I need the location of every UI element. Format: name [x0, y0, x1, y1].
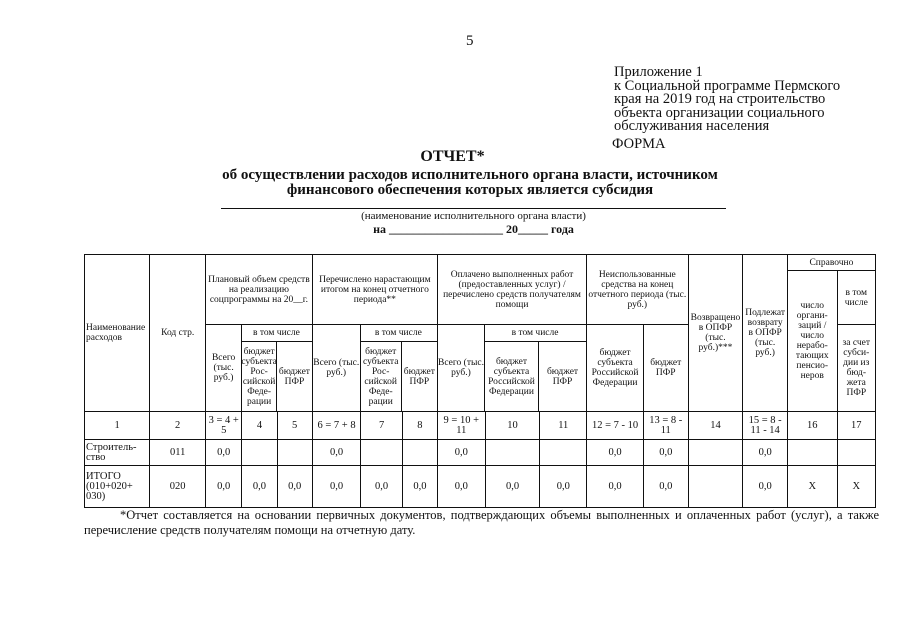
paid-including: в том числе — [484, 325, 586, 342]
header-pensioners-count: число органи- заций / число нерабо- тающих пенсио- неров — [787, 271, 837, 412]
planned-pfr: бюджет ПФР — [278, 366, 310, 387]
cell: 0,0 — [485, 466, 540, 508]
cell: 0,0 — [743, 466, 788, 508]
cell: 0,0 — [644, 466, 689, 508]
cell: 0,0 — [437, 440, 485, 466]
paid-total: Всего (тыс. руб.) — [438, 325, 485, 411]
header-name: Наименование расходов — [85, 255, 150, 412]
col-number: 8 — [402, 412, 437, 440]
header-code: Код стр. — [150, 255, 206, 412]
col-number: 7 — [361, 412, 402, 440]
col-number: 12 = 7 - 10 — [587, 412, 644, 440]
header-planned: Плановый объем средств на реализацию соцпрограммы на 20__г. — [206, 255, 313, 325]
report-date-line: на ___________________ 20_____ года — [373, 222, 574, 236]
col-number: 15 = 8 - 11 - 14 — [743, 412, 788, 440]
col-number: 3 = 4 + 5 — [206, 412, 242, 440]
report-title: ОТЧЕТ* — [420, 148, 485, 165]
appendix-line: Приложение 1 — [614, 64, 703, 80]
footnote: *Отчет составляется на основании первичных документов, подтверждающих объемы выполненных и оплаченных работ (услуг), а также перечисление средств получателям помощи на отчетную дату. — [84, 508, 879, 537]
cell — [837, 440, 875, 466]
col-number: 6 = 7 + 8 — [312, 412, 361, 440]
table-row — [85, 440, 876, 466]
appendix-block — [614, 66, 894, 134]
col-number: 14 — [688, 412, 743, 440]
col-number: 1 — [85, 412, 150, 440]
cell — [485, 440, 540, 466]
col-number: 4 — [242, 412, 277, 440]
appendix-line: к Социальной программе Пермского — [614, 77, 841, 94]
cell: 0,0 — [644, 440, 689, 466]
row-code: 011 — [150, 440, 206, 466]
row-code: 020 — [150, 466, 206, 508]
transferred-subheader — [312, 325, 437, 412]
cell: 0,0 — [312, 466, 361, 508]
transferred-including: в том числе — [360, 325, 437, 342]
appendix-line: края на 2019 год на строительство — [614, 91, 826, 107]
unused-pfr: бюджет ПФР — [644, 325, 689, 412]
header-transferred: Перечислено нарастающим итогом на конец отчетного периода** — [312, 255, 437, 325]
column-numbers-row — [85, 412, 876, 440]
row-name: Строитель- ство — [85, 440, 150, 466]
transferred-total: Всего (тыс. руб.) — [313, 325, 361, 411]
cell — [242, 440, 277, 466]
col-number: 11 — [540, 412, 587, 440]
cell: 0,0 — [206, 466, 242, 508]
col-number: 10 — [485, 412, 540, 440]
header-unused: Неиспользованные средства на конец отчетного периода (тыс. руб.) — [587, 255, 688, 325]
col-number: 17 — [837, 412, 875, 440]
header-reference: Справочно — [787, 255, 875, 271]
planned-total: Всего (тыс. руб.) — [206, 325, 242, 411]
cell: 0,0 — [540, 466, 587, 508]
col-number: 16 — [787, 412, 837, 440]
cell — [540, 440, 587, 466]
transferred-regional: бюджет субъекта Рос- сийской Феде- рации — [361, 342, 402, 411]
appendix-line: обслуживания населения — [614, 118, 770, 134]
paid-subheader — [437, 325, 586, 412]
appendix-line: объекта организации социального — [614, 104, 825, 121]
header-ref-including: в том числе — [837, 271, 875, 325]
header-pfr-subsidy: за счет субси- дии из бюд- жета ПФР — [837, 325, 875, 412]
planned-including: в том числе — [241, 325, 312, 342]
table-row — [85, 466, 876, 508]
cell: 0,0 — [277, 466, 312, 508]
report-subtitle — [200, 168, 740, 198]
org-name-line — [221, 208, 726, 209]
cell — [361, 440, 402, 466]
report-table — [84, 254, 876, 508]
cell: 0,0 — [312, 440, 361, 466]
cell — [402, 440, 437, 466]
cell — [688, 440, 743, 466]
cell: 0,0 — [206, 440, 242, 466]
cell: 0,0 — [361, 466, 402, 508]
planned-regional: бюджет субъекта Рос- сийской Феде- рации — [242, 342, 277, 411]
cell: 0,0 — [587, 440, 644, 466]
subtitle-line: финансового обеспечения которых является субсидия — [286, 182, 654, 198]
col-number: 9 = 10 + 11 — [437, 412, 485, 440]
header-to-return: Подлежат возврату в ОПФР (тыс. руб.) — [743, 255, 788, 412]
cell — [787, 440, 837, 466]
cell: 0,0 — [437, 466, 485, 508]
cell: 0,0 — [587, 466, 644, 508]
cell — [277, 440, 312, 466]
unused-regional: бюджет субъекта Российской Федерации — [587, 325, 644, 412]
cell: X — [837, 466, 875, 508]
org-caption: (наименование исполнительного органа власти) — [361, 210, 586, 222]
cell: 0,0 — [402, 466, 437, 508]
header-returned: Возвращено в ОПФР (тыс. руб.)*** — [688, 255, 743, 412]
col-number: 2 — [150, 412, 206, 440]
cell: 0,0 — [242, 466, 277, 508]
subtitle-line: об осуществлении расходов исполнительного органа власти, источником — [222, 167, 718, 183]
cell: X — [787, 466, 837, 508]
header-paid: Оплачено выполненных работ (предоставленных услуг) / перечислено средств получателям помощи — [437, 255, 586, 325]
paid-regional: бюджет субъекта Российской Федерации — [485, 342, 539, 411]
cell — [688, 466, 743, 508]
cell: 0,0 — [743, 440, 788, 466]
transferred-pfr: бюджет ПФР — [403, 366, 435, 387]
page-number: 5 — [466, 33, 474, 49]
row-name: ИТОГО (010+020+ 030) — [85, 466, 150, 508]
paid-pfr: бюджет ПФР — [546, 366, 579, 387]
form-label: ФОРМА — [612, 136, 666, 152]
planned-subheader — [206, 325, 313, 412]
col-number: 13 = 8 - 11 — [644, 412, 689, 440]
col-number: 5 — [277, 412, 312, 440]
